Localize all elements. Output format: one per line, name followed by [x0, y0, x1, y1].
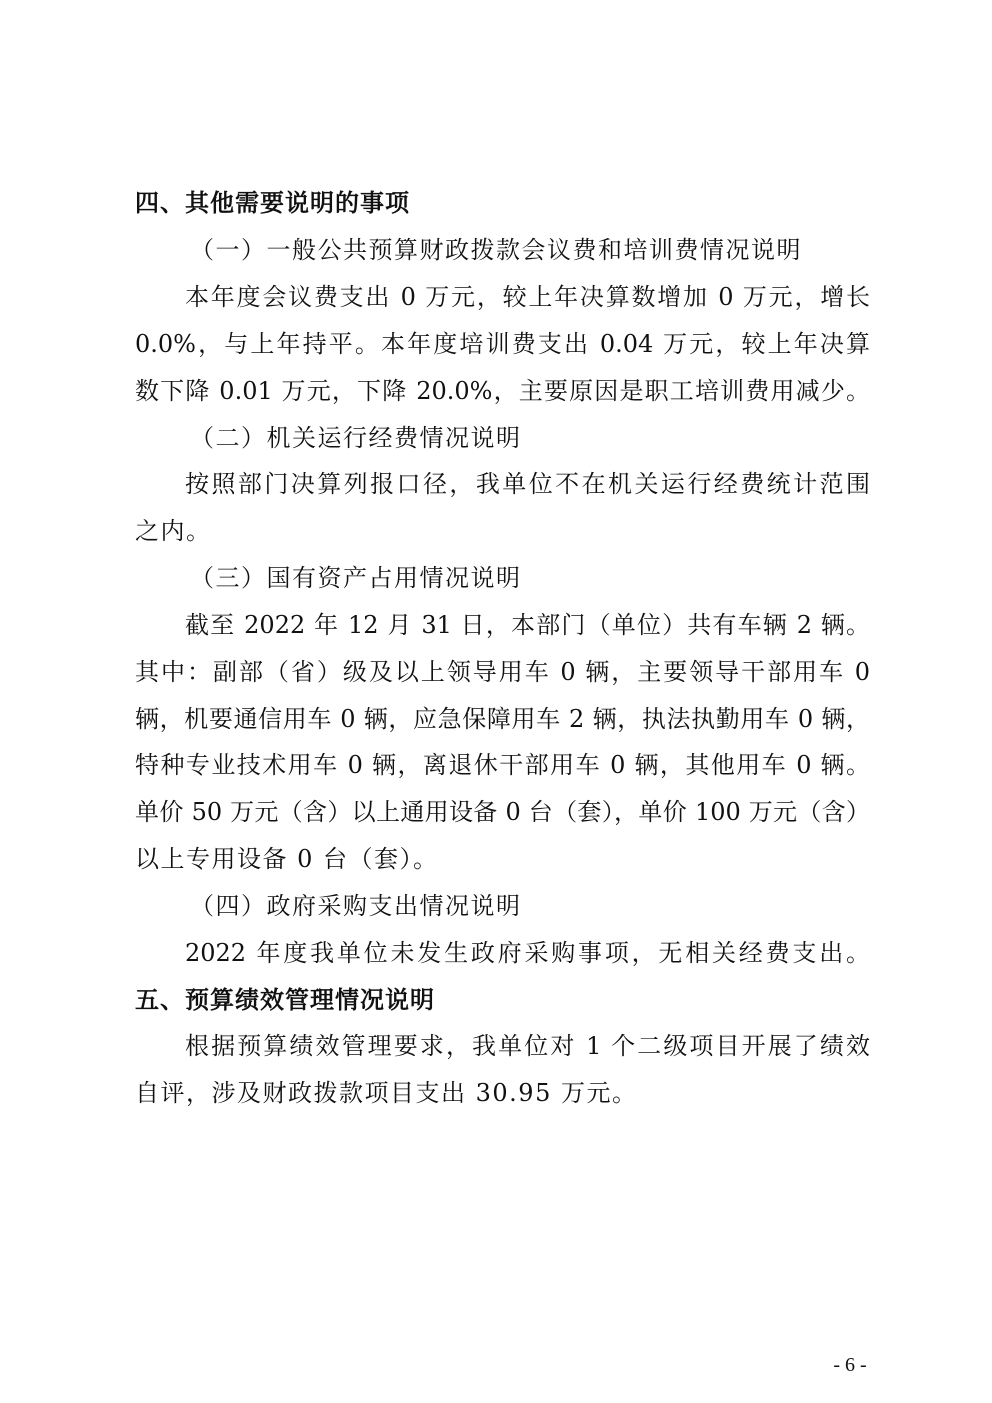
paragraph-line: 2022 年度我单位未发生政府采购事项，无相关经费支出。: [185, 939, 870, 967]
section-4-heading: 四、其他需要说明的事项: [135, 189, 410, 217]
paragraph-line: 以上专用设备 0 台（套）。: [135, 845, 439, 873]
paragraph-line: 自评，涉及财政拨款项目支出 30.95 万元。: [135, 1079, 638, 1107]
section-5-heading: 五、预算绩效管理情况说明: [135, 986, 435, 1014]
paragraph-line: 其中：副部（省）级及以上领导用车 0 辆，主要领导干部用车 0: [135, 658, 870, 686]
page-number: - 6 -: [833, 1354, 867, 1376]
paragraph-line: 单价 50 万元（含）以上通用设备 0 台（套），单价 100 万元（含）: [135, 798, 870, 826]
paragraph-line: 根据预算绩效管理要求，我单位对 1 个二级项目开展了绩效: [185, 1032, 870, 1060]
paragraph-line: 之内。: [135, 517, 212, 545]
paragraph-line: 截至 2022 年 12 月 31 日，本部门（单位）共有车辆 2 辆。: [185, 611, 870, 639]
subsection-3-title: （三）国有资产占用情况说明: [190, 564, 522, 592]
subsection-4-title: （四）政府采购支出情况说明: [190, 892, 522, 920]
paragraph-line: 按照部门决算列报口径，我单位不在机关运行经费统计范围: [185, 470, 870, 498]
paragraph-line: 0.0%，与上年持平。本年度培训费支出 0.04 万元，较上年决算: [135, 330, 870, 358]
subsection-1-title: （一）一般公共预算财政拨款会议费和培训费情况说明: [190, 236, 802, 264]
paragraph-line: 本年度会议费支出 0 万元，较上年决算数增加 0 万元，增长: [185, 283, 870, 311]
subsection-2-title: （二）机关运行经费情况说明: [190, 424, 522, 452]
paragraph-line: 辆，机要通信用车 0 辆，应急保障用车 2 辆，执法执勤用车 0 辆，: [135, 705, 870, 733]
paragraph-line: 特种专业技术用车 0 辆，离退休干部用车 0 辆，其他用车 0 辆。: [135, 751, 870, 779]
paragraph-line: 数下降 0.01 万元，下降 20.0%，主要原因是职工培训费用减少。: [135, 377, 870, 405]
